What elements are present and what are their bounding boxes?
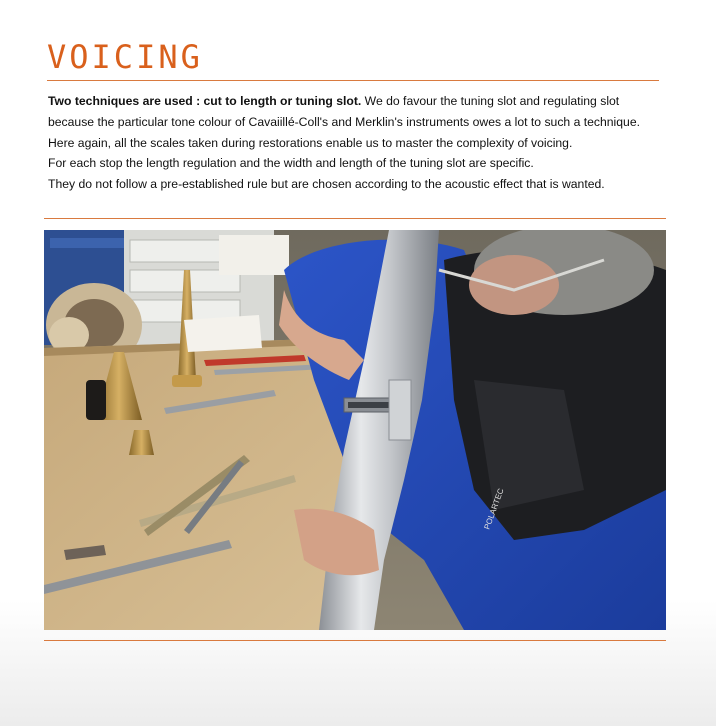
- lead-sentence: Two techniques are used : cut to length or tuning slot.: [48, 94, 362, 108]
- jacket-logo-text: POLARTEC: [482, 487, 506, 531]
- paragraph-line: They do not follow a pre-established rule but are chosen according to the acoustic effect that is wanted.: [48, 177, 605, 192]
- voicing-photo: [44, 230, 666, 630]
- title-divider: [47, 80, 659, 81]
- bottom-divider: [44, 640, 666, 641]
- intro-paragraph: [48, 91, 678, 195]
- section-divider: [44, 218, 666, 219]
- lead-continuation: We do favour the tuning slot and regulating slot: [361, 94, 620, 108]
- page-title: VOICING: [47, 38, 203, 76]
- paragraph-line: because the particular tone colour of Cavaiillé-Coll's and Merklin's instruments owes a lot to such a technique.: [48, 114, 640, 129]
- paragraph-line: Here again, all the scales taken during restorations enable us to master the complexity of voicing.: [48, 135, 573, 150]
- paragraph-line: For each stop the length regulation and the width and length of the tuning slot are specific.: [48, 156, 534, 171]
